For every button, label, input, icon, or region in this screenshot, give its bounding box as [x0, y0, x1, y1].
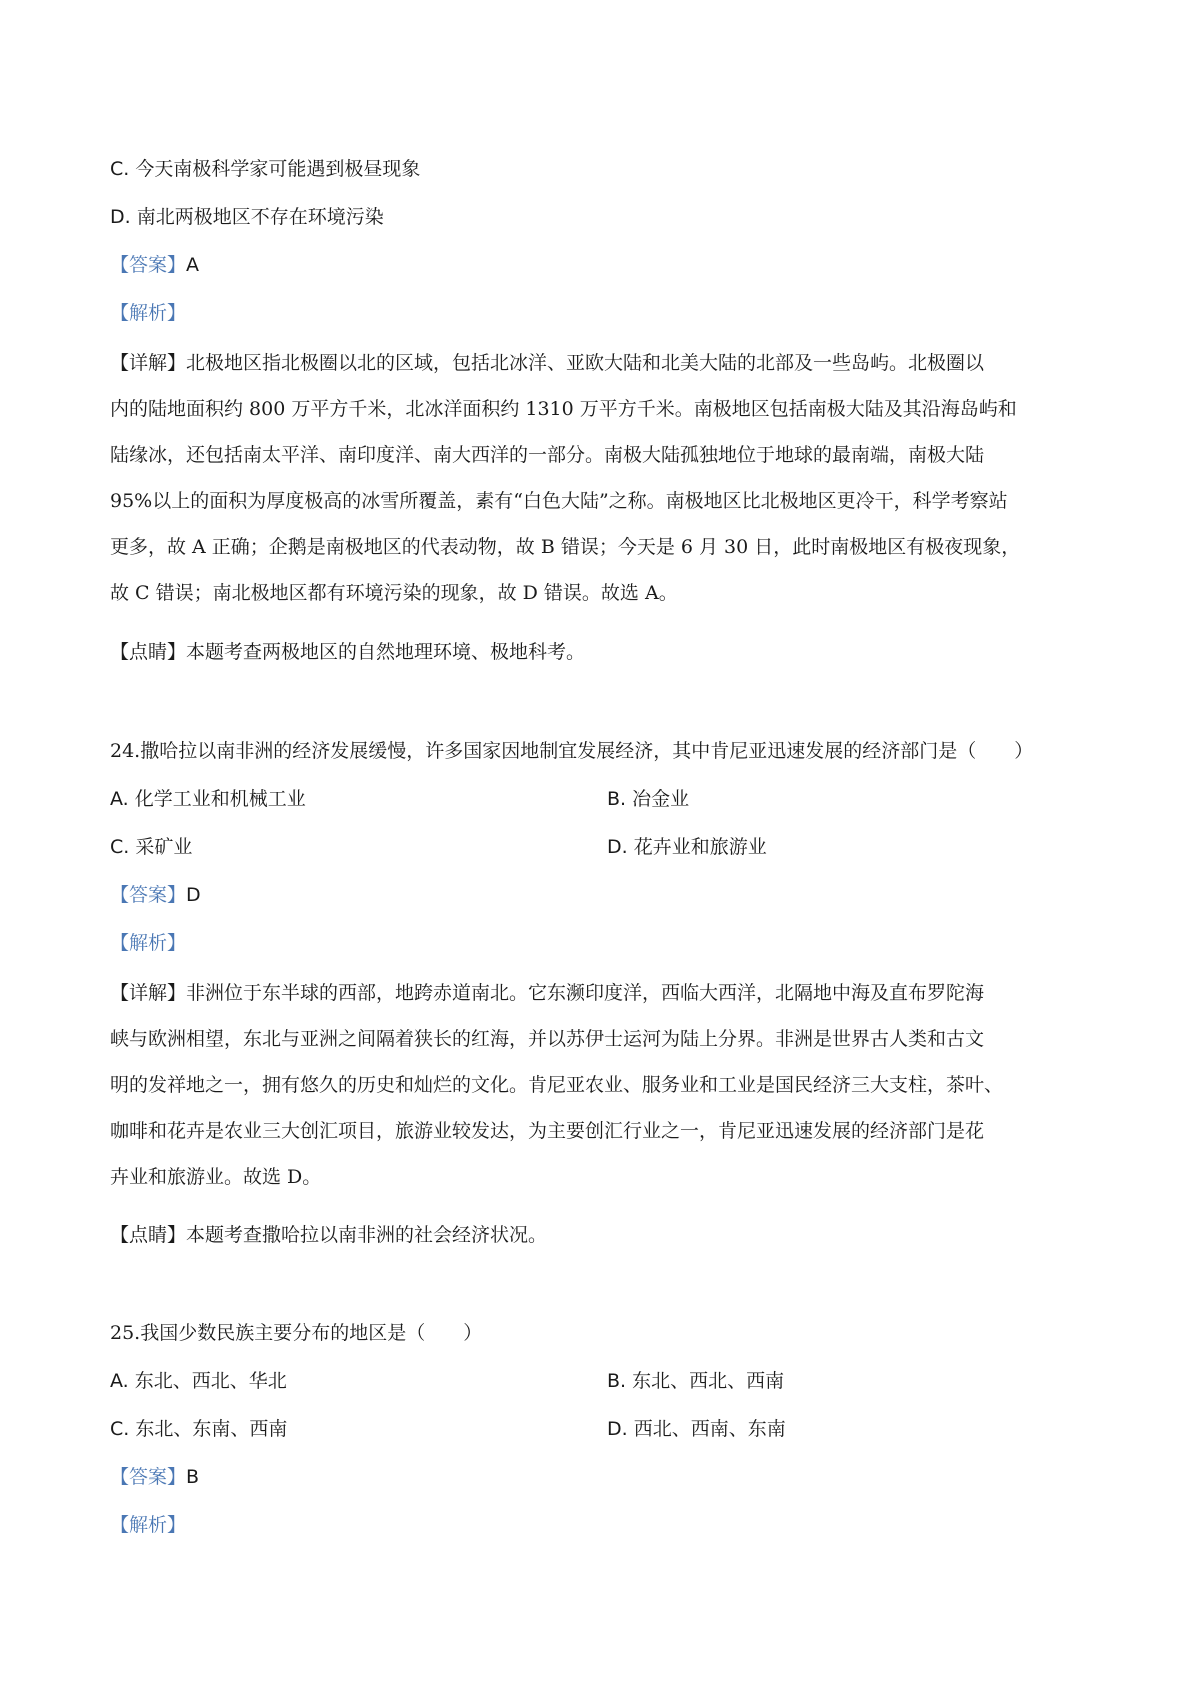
detail-line: 卉业和旅游业。故选 D。 — [110, 1166, 322, 1188]
q25-stem: 25.我国少数民族主要分布的地区是（ ） — [110, 1322, 483, 1344]
q25-answer — [110, 1462, 199, 1492]
answer-label: 【答案】 — [110, 884, 187, 906]
detail-line: 峡与欧洲相望，东北与亚洲之间隔着狭长的红海，并以苏伊士运河为陆上分界。非洲是世界古人类和古文 — [110, 1028, 985, 1050]
detail-line: 明的发祥地之一，拥有悠久的历史和灿烂的文化。肯尼亚农业、服务业和工业是国民经济三大支柱，茶叶、 — [110, 1074, 1004, 1096]
q24-answer — [110, 880, 201, 910]
q25-analysis-label: 【解析】 — [110, 1514, 187, 1536]
q24-comment — [110, 1220, 547, 1250]
answer-label: 【答案】 — [110, 254, 187, 276]
detail-line: 95%以上的面积为厚度极高的冰雪所覆盖，素有“白色大陆”之称。南极地区比北极地区更冷干，科学考察站 — [110, 490, 1008, 512]
comment-label: 【点睛】 — [110, 641, 187, 663]
detail-line: 内的陆地面积约 800 万平方千米，北冰洋面积约 1310 万平方千米。南极地区包括南极大陆及其沿海岛屿和 — [110, 398, 1017, 420]
detail-label: 【详解】 — [110, 352, 187, 374]
q24-analysis-label: 【解析】 — [110, 932, 187, 954]
q23-option-d: D. 南北两极地区不存在环境污染 — [110, 206, 384, 228]
q24-option-b: B. 冶金业 — [607, 788, 690, 810]
q23-detail — [110, 340, 1098, 616]
comment-text: 本题考查两极地区的自然地理环境、极地科考。 — [186, 641, 586, 663]
q23-answer — [110, 250, 199, 280]
detail-line: 更多，故 A 正确；企鹅是南极地区的代表动物，故 B 错误；今天是 6 月 30 日，此时南极地区有极夜现象， — [110, 536, 1021, 558]
detail-line: 故 C 错误；南北极地区都有环境污染的现象，故 D 错误。故选 A。 — [110, 582, 678, 604]
q24-option-c: C. 采矿业 — [110, 836, 193, 858]
comment-label: 【点睛】 — [110, 1224, 187, 1246]
q24-option-d: D. 花卉业和旅游业 — [607, 836, 767, 858]
detail-line: 咖啡和花卉是农业三大创汇项目，旅游业较发达，为主要创汇行业之一，肯尼亚迅速发展的经济部门是花 — [110, 1120, 985, 1142]
q25-option-d: D. 西北、西南、东南 — [607, 1418, 786, 1440]
detail-line: 【详解】北极地区指北极圈以北的区域，包括北冰洋、亚欧大陆和北美大陆的北部及一些岛屿。北极圈以 — [110, 352, 985, 374]
q25-option-b: B. 东北、西北、西南 — [607, 1370, 785, 1392]
q24-stem: 24.撒哈拉以南非洲的经济发展缓慢，许多国家因地制宜发展经济，其中肯尼亚迅速发展的经济部门是（ ） — [110, 740, 1034, 762]
comment-text: 本题考查撒哈拉以南非洲的社会经济状况。 — [186, 1224, 548, 1246]
q25-option-a: A. 东北、西北、华北 — [110, 1370, 287, 1392]
q23-comment — [110, 637, 585, 667]
q24-detail — [110, 970, 1098, 1200]
answer-value: A — [186, 254, 200, 276]
q23-option-c: C. 今天南极科学家可能遇到极昼现象 — [110, 158, 421, 180]
q24-option-a: A. 化学工业和机械工业 — [110, 788, 306, 810]
detail-label: 【详解】 — [110, 982, 187, 1004]
q25-option-c: C. 东北、东南、西南 — [110, 1418, 288, 1440]
answer-value: B — [186, 1466, 200, 1488]
detail-line: 【详解】非洲位于东半球的西部，地跨赤道南北。它东濒印度洋，西临大西洋，北隔地中海及直布罗陀海 — [110, 982, 985, 1004]
answer-label: 【答案】 — [110, 1466, 187, 1488]
detail-line: 陆缘冰，还包括南太平洋、南印度洋、南大西洋的一部分。南极大陆孤独地位于地球的最南端，南极大陆 — [110, 444, 985, 466]
answer-value: D — [186, 884, 201, 906]
q23-analysis-label: 【解析】 — [110, 302, 187, 324]
